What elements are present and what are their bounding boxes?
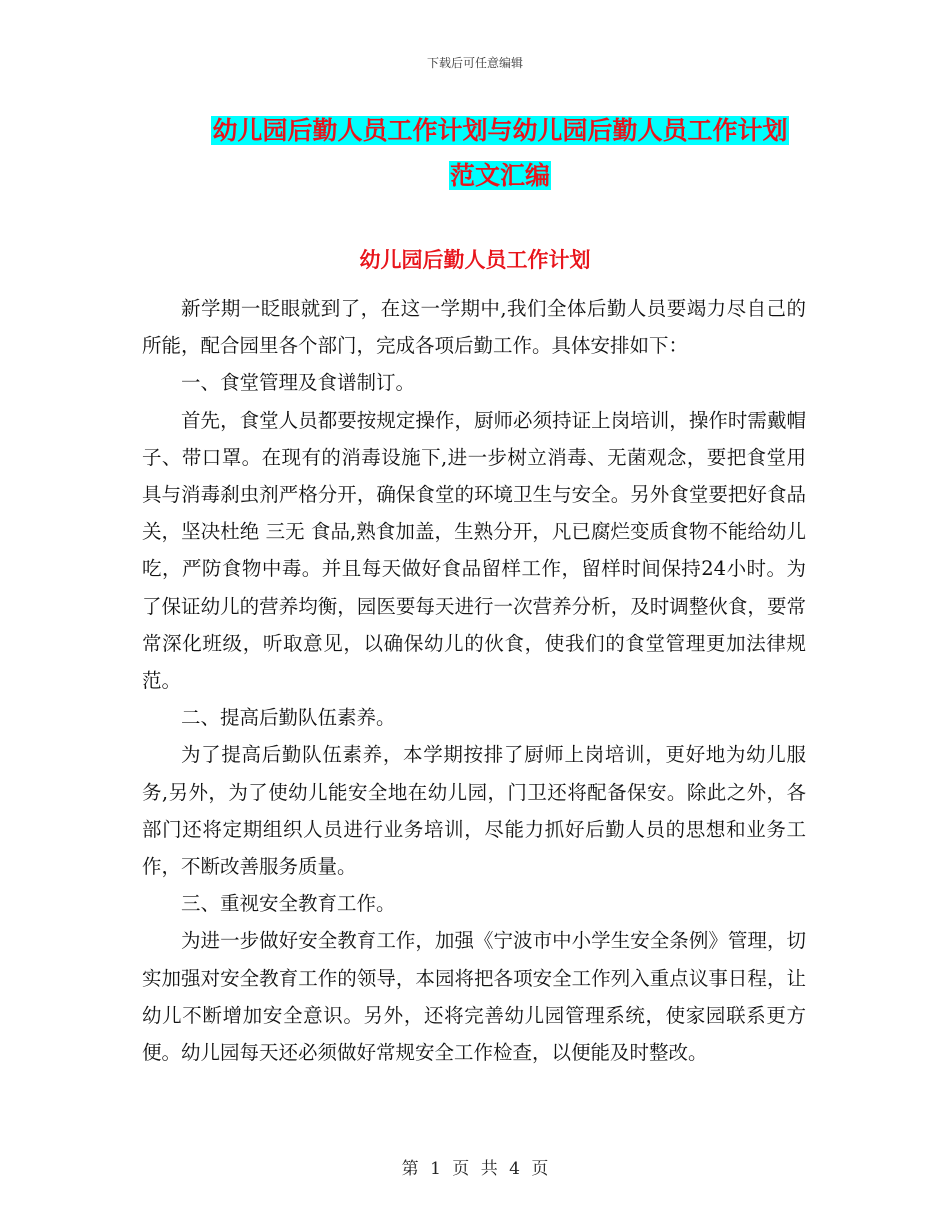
document-title-line-2: 范文汇编 [449, 161, 550, 190]
paragraph: 为进一步做好安全教育工作，加强《宁波市中小学生安全条例》管理，切实加强对安全教育工作的领导，本园将把各项安全工作列入重点议事日程，让幼儿不断增加安全意识。另外，还将完善幼儿园管理系统，使家园联系更方便。幼儿园每天还必须做好常规安全工作检查，以便能及时整改。 [142, 929, 806, 1065]
header-note: 下载后可任意编辑 [426, 56, 523, 70]
paragraph: 为了提高后勤队伍素养，本学期按排了厨师上岗培训，更好地为幼儿服务,另外，为了使幼儿能安全地在幼儿园，门卫还将配备保安。除此之外，各部门还将定期组织人员进行业务培训，尽能力抓好后勤人员的思想和业务工作，不断改善服务质量。 [142, 743, 806, 879]
paragraph: 首先，食堂人员都要按规定操作，厨师必须持证上岗培训，操作时需戴帽子、带口罩。在现有的消毒设施下,进一步树立消毒、无菌观念，要把食堂用具与消毒刹虫剂严格分开，确保食堂的环境卫生与安全。另外食堂要把好食品关，坚决杜绝 三无 食品,熟食加盖，生熟分开，凡已腐烂变质食物不能给幼儿吃，严防食物中毒。并且每天做好食品留样工作，留样时间保持24小时。为了保证幼儿的营养均衡，园医要每天进行一次营养分析，及时调整伙食，要常常深化班级，听取意见，以确保幼儿的伙食，使我们的食堂管理更加法律规范。 [142, 408, 806, 693]
body-text [142, 290, 806, 1071]
page-number-footer: 第 1 页 共 4 页 [401, 1159, 549, 1179]
heading-safety: 三、重视安全教育工作。 [181, 892, 396, 916]
section-title: 幼儿园后勤人员工作计划 [359, 248, 591, 272]
heading-canteen: 一、食堂管理及食谱制订。 [181, 371, 416, 395]
document-title-line-1: 幼儿园后勤人员工作计划与幼儿园后勤人员工作计划 [212, 116, 788, 145]
document-title [190, 108, 810, 198]
paragraph: 新学期一眨眼就到了，在这一学期中,我们全体后勤人员要竭力尽自己的所能，配合园里各个部门，完成各项后勤工作。具体安排如下： [142, 297, 806, 358]
heading-staff-quality: 二、提高后勤队伍素养。 [181, 706, 396, 730]
